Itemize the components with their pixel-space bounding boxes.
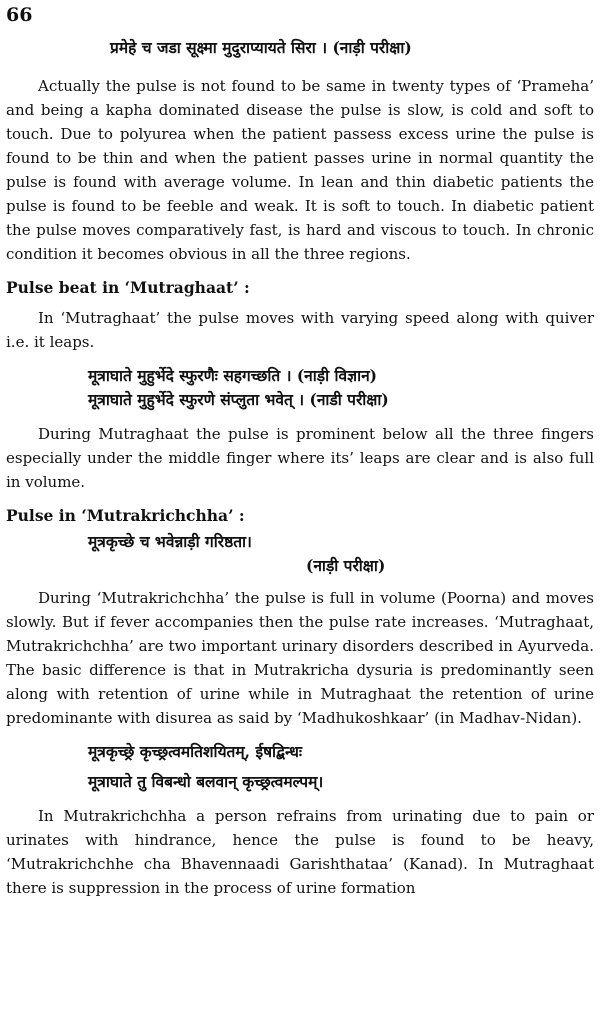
paragraph-mutraghaat-detail: During Mutraghaat the pulse is prominent below all the three fingers especially under the middle finger where its’ leaps are clear and is also full in volume. (6, 425, 594, 491)
heading-mutrakrichchha: Pulse in ‘Mutrakrichchha’ : (6, 506, 245, 525)
sanskrit-verse-mutraghaat-2: मूत्राघाते मुहुर्भेदे स्फुरणे संप्लुता भवेत् । (नाडी परीक्षा) (88, 390, 389, 409)
paragraph-mutraghaat-intro: In ‘Mutraghaat’ the pulse moves with varying speed along with quiver i.e. it leaps. (6, 309, 594, 351)
sanskrit-verse-prameha: प्रमेहे च जडा सूक्ष्मा मुदुराप्यायते सिरा । (नाड़ी परीक्षा) (110, 38, 412, 57)
paragraph-prameha-pulse: Actually the pulse is not found to be same in twenty types of ‘Prameha’ and being a kapha dominated disease the pulse is slow, is cold and soft to touch. Due to polyurea when the patient passess excess urine the pulse is found to be thin and when the patient passes urine in normal quantity the pulse is found with average volume. In lean and thin diabetic patients the pulse is found to be feeble and weak. It is soft to touch. In diabetic patient the pulse moves comparatively fast, is hard and viscous to touch. In chronic condition it becomes obvious in all the three regions. (6, 77, 594, 263)
sanskrit-verse-source: (नाड़ी परीक्षा) (306, 556, 386, 575)
paragraph-mutrakrichchha-detail: During ‘Mutrakrichchha’ the pulse is full in volume (Poorna) and moves slowly. But if fever accompanies then the pulse rate increases. ‘Mutraghaat, Mutrakrichchha’ are two important urinary disorders described in Ayurveda. The basic difference is that in Mutrakricha dysuria is predominantly seen along with retention of urine while in Mutraghaat the retention of urine predominante with disurea as said by ‘Madhukoshkaar’ (in Madhav-Nidan). (6, 589, 594, 727)
page-number: 66 (6, 4, 33, 26)
sanskrit-verse-madhukosh-1: मूत्रकृच्छ्रे कृच्छ्रत्वमतिशयितम्, ईषद्बिन्धः (88, 742, 302, 761)
paragraph-mutrakrichchha-pulse: In Mutrakrichchha a person refrains from urinating due to pain or urinates with hindrance, hence the pulse is found to be heavy, ‘Mutrakrichchhe cha Bhavennaadi Garishthataa’ (Kanad). In Mutraghaat there is suppression in the process of urine formation (6, 807, 594, 897)
sanskrit-verse-mutraghaat-1: मूत्राघाते मुहुर्भेदे स्फुरणैः सहगच्छति । (नाड़ी विज्ञान) (88, 366, 378, 385)
sanskrit-verse-mutrakrichchha: मूत्रकृच्छे च भवेन्नाड़ी गरिष्ठता। (88, 532, 252, 551)
heading-mutraghaat: Pulse beat in ‘Mutraghaat’ : (6, 278, 250, 297)
sanskrit-verse-madhukosh-2: मूत्राघाते तु विबन्धो बलवान् कृच्छ्रत्वमल्पम्। (88, 772, 324, 791)
page-body (6, 36, 594, 910)
